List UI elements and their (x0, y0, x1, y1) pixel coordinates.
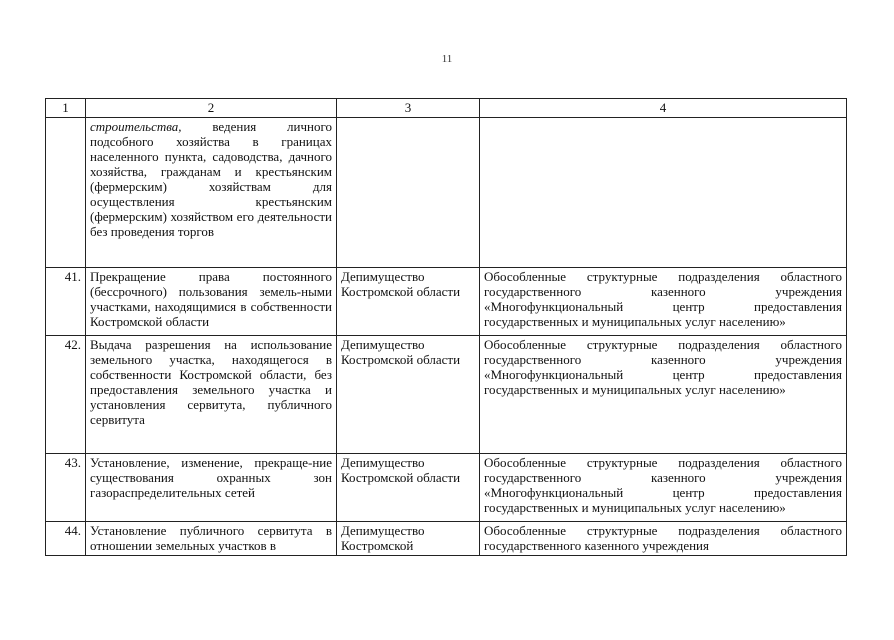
row-number: 41. (46, 268, 86, 336)
table-row (46, 336, 847, 454)
provider: Обособленные структурные подразделения областного государственного казенного учреждения (480, 522, 847, 556)
continuation-text: ведения личного подсобного хозяйства в границах населенного пункта, садоводства, дачного хозяйства, гражданам и крестьянским (фермерским) хозяйствам для осуществления крестьянским (фермерским) хозяйством его деятельности без проведения торгов (90, 119, 332, 239)
continuation-provider (480, 118, 847, 268)
service-name: Установление публичного сервитута в отношении земельных участков в (86, 522, 337, 556)
header-row (46, 99, 847, 118)
continuation-authority (337, 118, 480, 268)
table-row (46, 268, 847, 336)
authority: Депимущество Костромской (337, 522, 480, 556)
continuation-service (86, 118, 337, 268)
continuation-num (46, 118, 86, 268)
table-row (46, 454, 847, 522)
row-number: 42. (46, 336, 86, 454)
column-header-1: 1 (46, 99, 86, 118)
page-number: 11 (441, 53, 453, 65)
provider: Обособленные структурные подразделения областного государственного казенного учреждения «Многофункциональный центр предоставления государственных и муниципальных услуг населению» (480, 268, 847, 336)
table-row (46, 522, 847, 556)
service-name: Выдача разрешения на использование земельного участка, находящегося в собственности Костромской области, без предоставления земельного участка и установления сервитута, публичного сервитута (86, 336, 337, 454)
continuation-lead: строительства, (90, 119, 182, 134)
column-header-4: 4 (480, 99, 847, 118)
row-number: 44. (46, 522, 86, 556)
provider: Обособленные структурные подразделения областного государственного казенного учреждения «Многофункциональный центр предоставления государственных и муниципальных услуг населению» (480, 454, 847, 522)
service-name: Прекращение права постоянного (бессрочного) пользования земель-ными участками, находящимися в собственности Костромской области (86, 268, 337, 336)
provider: Обособленные структурные подразделения областного государственного казенного учреждения «Многофункциональный центр предоставления государственных и муниципальных услуг населению» (480, 336, 847, 454)
row-number: 43. (46, 454, 86, 522)
authority: Депимущество Костромской области (337, 268, 480, 336)
column-header-2: 2 (86, 99, 337, 118)
column-header-3: 3 (337, 99, 480, 118)
authority: Депимущество Костромской области (337, 454, 480, 522)
authority: Депимущество Костромской области (337, 336, 480, 454)
service-name: Установление, изменение, прекраще-ние существования охранных зон газораспределительных сетей (86, 454, 337, 522)
continuation-row (46, 118, 847, 268)
services-table (45, 98, 847, 556)
